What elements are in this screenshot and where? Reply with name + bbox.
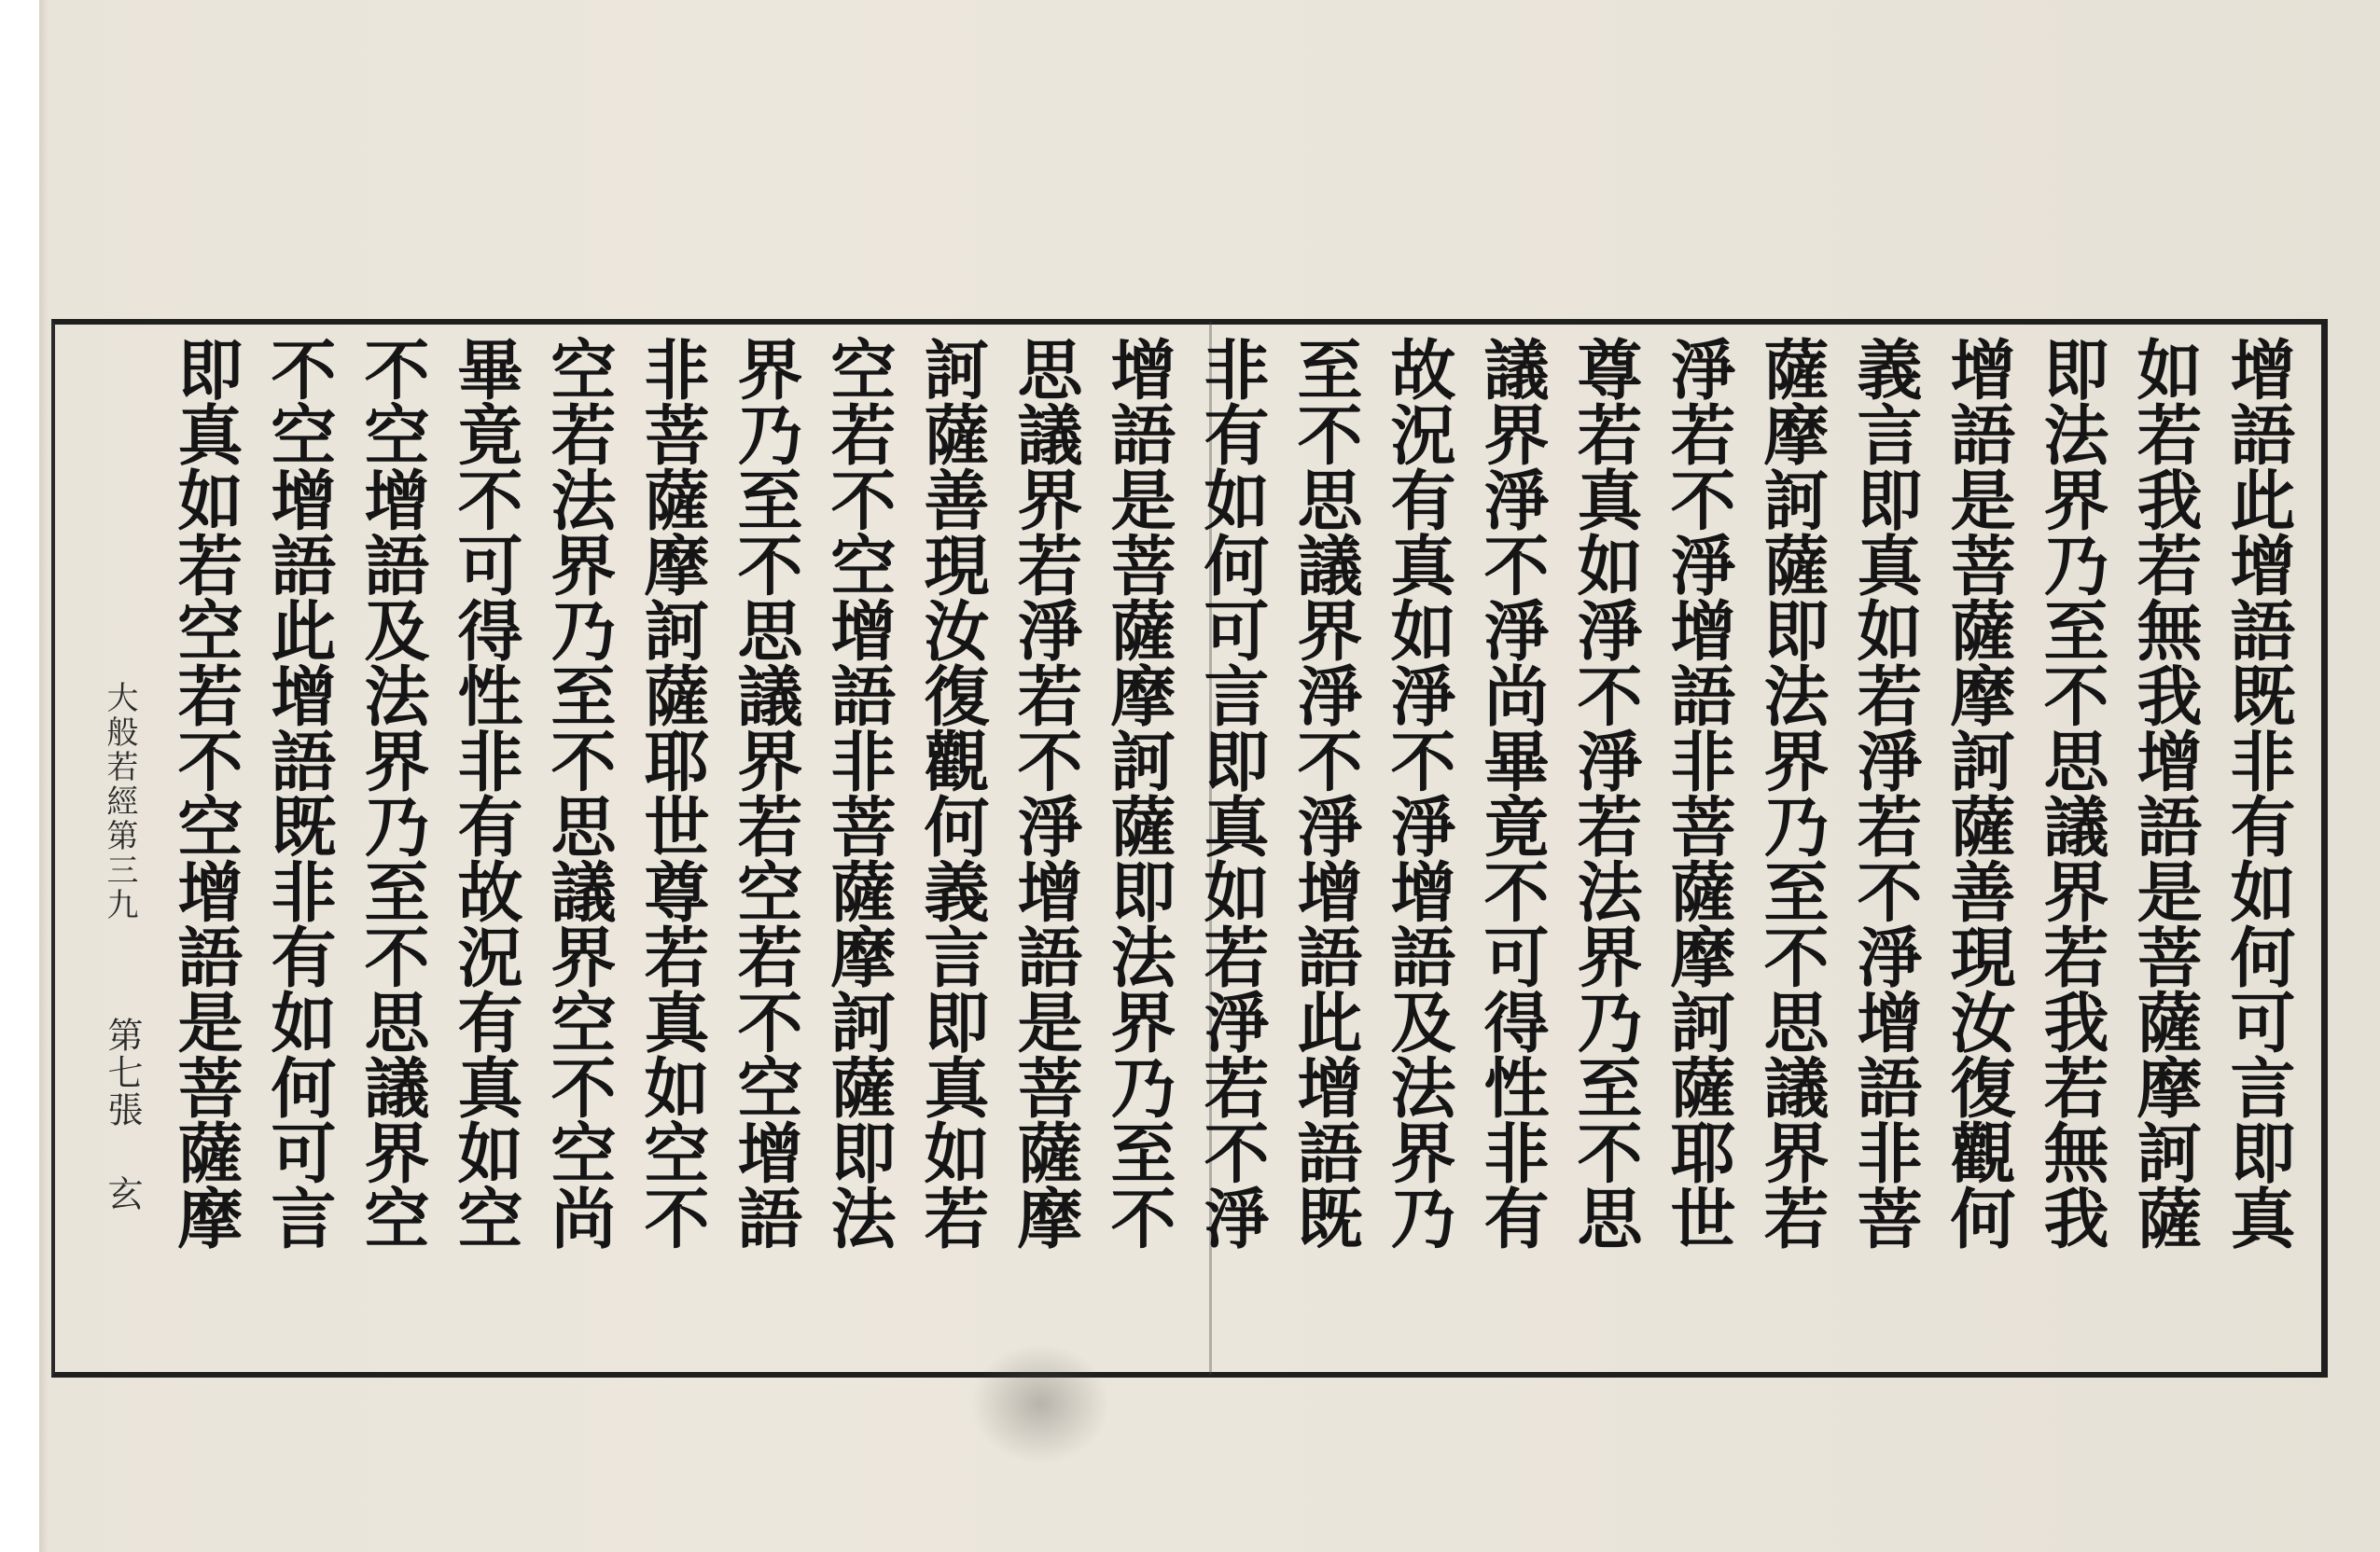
text-column: 如若我若無我增語是菩薩摩訶薩 [2126, 336, 2204, 1250]
text-column: 義言即真如若淨若不淨增語非菩 [1846, 336, 1924, 1250]
text-column: 非有如何可言即真如若淨若不淨 [1193, 336, 1271, 1250]
text-column: 增語是菩薩摩訶薩善現汝復觀何 [1940, 336, 2017, 1250]
text-column: 畢竟不可得性非有故況有真如空 [447, 336, 524, 1250]
margin-leaf-number: 第七張 [102, 1017, 143, 1129]
sutra-text-block [159, 336, 2304, 1371]
text-column: 非菩薩摩訶薩耶世尊若真如空不 [633, 336, 711, 1250]
text-column: 故況有真如淨不淨增語及法界乃 [1380, 336, 1457, 1250]
paper-edge [39, 0, 49, 1552]
text-column: 空若不空增語非菩薩摩訶薩即法 [820, 336, 898, 1250]
text-column: 不空增語及法界乃至不思議界空 [354, 336, 431, 1250]
text-column: 薩摩訶薩即法界乃至不思議界若 [1753, 336, 1830, 1250]
text-column: 訶薩善現汝復觀何義言即真如若 [913, 336, 991, 1250]
text-column: 增語是菩薩摩訶薩即法界乃至不 [1100, 336, 1177, 1250]
text-column: 思議界若淨若不淨增語是菩薩摩 [1007, 336, 1084, 1250]
text-column: 議界淨不淨尚畢竟不可得性非有 [1473, 336, 1551, 1250]
text-column: 不空增語此增語既非有如何可言 [260, 336, 338, 1250]
text-column: 即真如若空若不空增語是菩薩摩 [167, 336, 244, 1250]
text-column: 尊若真如淨不淨若法界乃至不思 [1566, 336, 1644, 1250]
text-column: 至不思議界淨不淨增語此增語既 [1287, 336, 1364, 1250]
margin-sequence-character: 玄 [102, 1175, 143, 1211]
text-column: 即法界乃至不思議界若我若無我 [2033, 336, 2110, 1250]
text-column: 空若法界乃至不思議界空不空尚 [540, 336, 618, 1250]
text-column: 增語此增語既非有如何可言即真 [2220, 336, 2297, 1250]
margin-sutra-title: 大般若經第三九 [101, 681, 138, 922]
text-column: 淨若不淨增語非菩薩摩訶薩耶世 [1660, 336, 1737, 1250]
text-column: 界乃至不思議界若空若不空增語 [727, 336, 804, 1250]
